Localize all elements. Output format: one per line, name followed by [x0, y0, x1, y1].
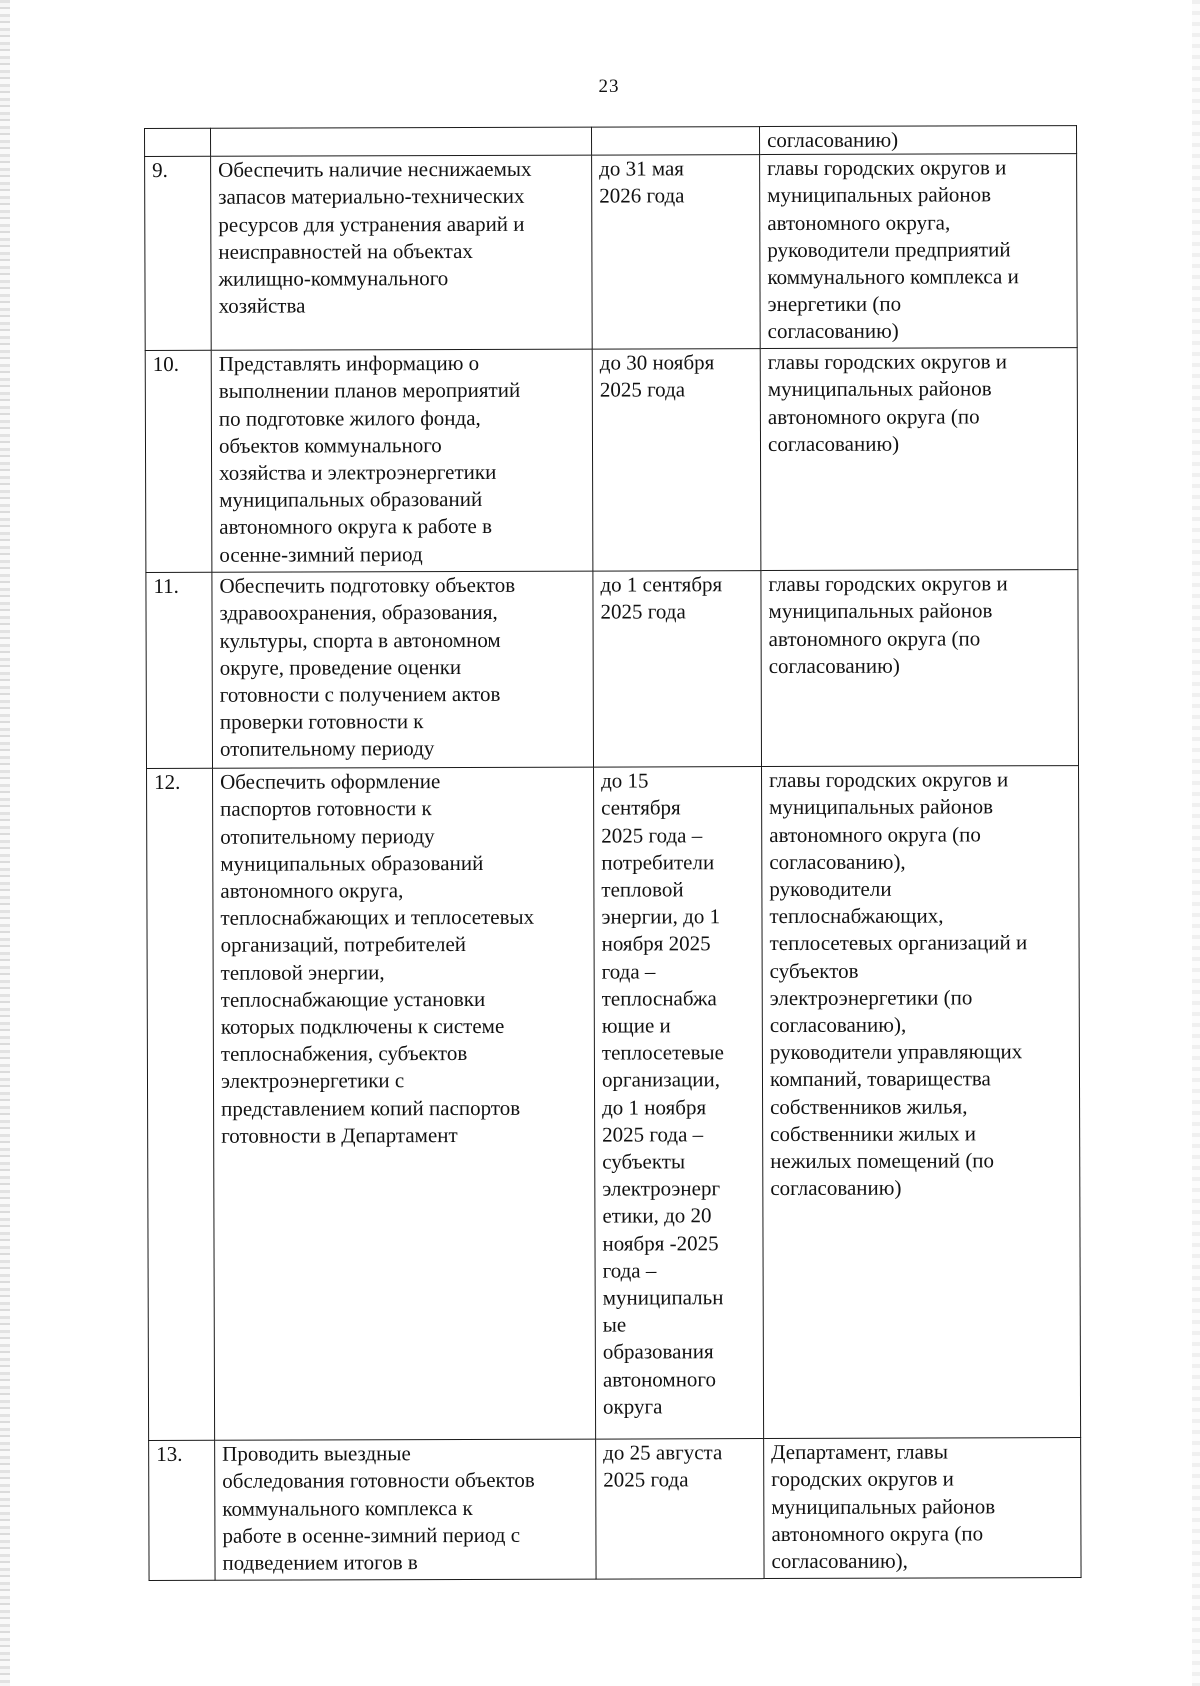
row-number: 10.: [145, 350, 212, 572]
deadline-cell: [591, 127, 759, 156]
table-row: [149, 1438, 1081, 1581]
table-row: [145, 348, 1078, 573]
deadline-cell: до 1 сентября 2025 года: [593, 571, 762, 768]
responsible-cell: Департамент, главы городских округов и муниципальных районов автономного округа (по согласованию),: [764, 1438, 1081, 1579]
action-cell: Представлять информацию о выполнении планов мероприятий по подготовке жилого фонда, объектов коммунального хозяйства и электроэнергетики муниципальных образований автономного округа к работе в осенне-зимний период: [211, 349, 593, 572]
deadline-cell: до 31 мая 2026 года: [592, 155, 761, 350]
row-number: 9.: [145, 156, 212, 350]
action-cell: Проводить выездные обследования готовности объектов коммунального комплекса к работе в осенне-зимний период с подведением итогов в: [215, 1439, 596, 1580]
action-cell: Обеспечить подготовку объектов здравоохранения, образования, культуры, спорта в автономном округе, проведение оценки готовности с получением актов проверки готовности к отопительному периоду: [212, 571, 594, 768]
row-number: 11.: [146, 572, 213, 768]
responsible-cell: согласованию): [759, 126, 1076, 155]
row-number: 12.: [147, 768, 215, 1440]
responsible-cell: главы городских округов и муниципальных районов автономного округа (по согласованию): [761, 570, 1079, 767]
row-number: 13.: [149, 1440, 215, 1580]
page-number: 23: [598, 76, 620, 97]
responsible-cell: главы городских округов и муниципальных районов автономного округа (по согласованию): [760, 348, 1078, 571]
table-row: [146, 570, 1079, 769]
action-cell: Обеспечить наличие неснижаемых запасов материально-технических ресурсов для устранения аварий и неисправностей на объектах жилищно-коммунального хозяйства: [211, 155, 593, 350]
scan-edge-left: [0, 0, 10, 1686]
deadline-cell: до 30 ноября 2025 года: [592, 349, 761, 572]
row-number: [145, 128, 211, 156]
scan-edge-right: [1192, 0, 1200, 1686]
deadline-cell: до 25 августа 2025 года: [596, 1439, 764, 1580]
measures-table: [144, 125, 1082, 1581]
action-cell: Обеспечить оформление паспортов готовности к отопительному периоду муниципальных образований автономного округа, теплоснабжающих и теплосетевых организаций, потребителей тепловой энергии, теплоснабжающие установки которых подключены к системе теплоснабжения, субъектов электроэнергетики с представлением копий паспортов готовности в Департамент: [213, 767, 596, 1440]
table-row: [145, 126, 1077, 157]
responsible-cell: главы городских округов и муниципальных районов автономного округа, руководители предприятий коммунального комплекса и энергетики (по согласованию): [760, 154, 1078, 349]
action-cell: [211, 127, 592, 156]
table-row: [147, 766, 1081, 1441]
deadline-cell: до 15 сентября 2025 года – потребители тепловой энергии, до 1 ноября 2025 года – теплоснабжа ющие и теплосетевые организации, до 1 ноября 2025 года – субъекты электроэнерг етики, до 20 ноября -2025 года – муниципальн ые образования автономного округа: [594, 767, 764, 1440]
table-row: [145, 154, 1078, 351]
responsible-cell: главы городских округов и муниципальных районов автономного округа (по согласованию), руководители теплоснабжающих, теплосетевых организаций и субъектов электроэнергетики (по согласованию), руководители управляющих компаний, товарищества собственников жилья, собственники жилых и нежилых помещений (по согласованию): [762, 766, 1081, 1439]
